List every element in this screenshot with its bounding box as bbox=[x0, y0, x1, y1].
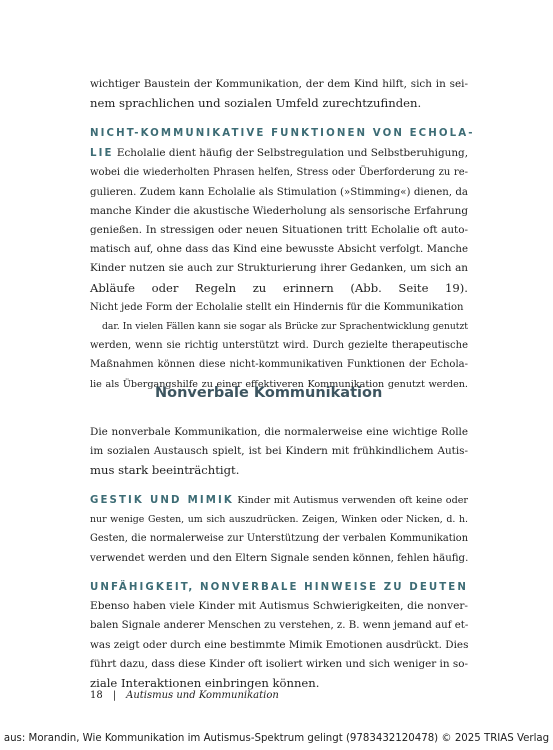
section-title: Nonverbale Kommunikation bbox=[155, 385, 383, 401]
text-line: Kinder nutzen sie auch zur Strukturierung ihrer Gedanken, um sich an bbox=[90, 262, 468, 275]
subheading: NICHT-KOMMUNIKATIVE FUNKTIONEN VON ECHOLA- bbox=[90, 128, 475, 139]
text-line: nur wenige Gesten, um sich auszudrücken. Zeigen, Winken oder Nicken, d. h. bbox=[90, 514, 468, 526]
text-line: werden, wenn sie richtig unterstützt wird. Durch gezielte therapeutische bbox=[90, 340, 468, 352]
text-line: Die nonverbale Kommunikation, die normalerweise eine wichtige Rolle bbox=[90, 426, 468, 438]
text-line: was zeigt oder durch eine bestimmte Mimik Emotionen ausdrückt. Dies bbox=[90, 638, 469, 651]
subheading: GESTIK UND MIMIK bbox=[90, 495, 234, 506]
text-line: Gesten, die normalerweise zur Unterstützung der verbalen Kommunikation bbox=[90, 533, 468, 545]
subheading-continued: LIE bbox=[90, 148, 114, 160]
text-line: führt dazu, dass diese Kinder oft isoliert wirken und sich weniger in so- bbox=[90, 657, 468, 670]
text-line: genießen. In stressigen oder neuen Situationen tritt Echolalie oft auto- bbox=[90, 224, 468, 237]
running-title: Autismus und Kommunikation bbox=[126, 690, 279, 701]
page-number: 18 bbox=[90, 690, 103, 701]
source-attribution: aus: Morandin, Wie Kommunikation im Autismus-Spektrum gelingt (9783432120478) © 2025 TRIAS Verlag bbox=[3, 733, 550, 744]
text-line: wobei die wiederholten Phrasen helfen, Stress oder Überforderung zu re- bbox=[90, 167, 468, 179]
text-line: Nicht jede Form der Echolalie stellt ein Hindernis für die Kommunikation bbox=[90, 301, 464, 313]
text-line: GESTIK UND MIMIK Kinder mit Autismus verwenden oft keine oder bbox=[90, 495, 468, 506]
paragraph-gestures bbox=[90, 491, 468, 568]
subheading: UNFÄHIGKEIT, NONVERBALE HINWEISE ZU DEUTEN bbox=[90, 582, 468, 593]
text-line: mus stark beeinträchtigt. bbox=[90, 463, 240, 478]
text-line: verwendet werden und den Eltern Signale senden können, fehlen häufig. bbox=[90, 552, 469, 564]
text-line: manche Kinder die akustische Wiederholung als sensorische Erfahrung bbox=[90, 204, 468, 217]
text-line: gulieren. Zudem kann Echolalie als Stimulation (»Stimming«) dienen, da bbox=[90, 186, 468, 198]
text-line bbox=[90, 577, 468, 597]
page-footer bbox=[90, 690, 279, 701]
footer-separator: | bbox=[112, 690, 117, 701]
paragraph-echolalia bbox=[90, 124, 475, 394]
paragraph-nonverbal bbox=[90, 423, 468, 481]
paragraph-cues bbox=[90, 577, 468, 693]
text-line: Maßnahmen können diese nicht-kommunikativen Funktionen der Echola- bbox=[90, 359, 468, 371]
text-line: ziale Interaktionen einbringen können. bbox=[90, 676, 320, 691]
text-line: balen Signale anderer Menschen zu verstehen, z. B. wenn jemand auf et- bbox=[90, 620, 469, 632]
text-line: wichtiger Baustein der Kommunikation, der dem Kind hilft, sich in sei- bbox=[90, 78, 468, 90]
text-line: lie als Übergangshilfe zu einer effektiveren Kommunikation genutzt werden. bbox=[90, 378, 468, 390]
text-line: LIE Echolalie dient häufig der Selbstregulation und Selbstberuhigung, bbox=[90, 147, 469, 160]
text-line: Abläufe oder Regeln zu erinnern (Abb. Seite 19). bbox=[90, 280, 468, 295]
text-line: matisch auf, ohne dass das Kind eine bewusste Absicht verfolgt. Manche bbox=[90, 244, 468, 256]
text-line: dar. In vielen Fällen kann sie sogar als Brücke zur Sprachentwicklung genutzt bbox=[102, 321, 468, 333]
paragraph-intro bbox=[90, 75, 468, 113]
text-line bbox=[90, 124, 475, 144]
text-line: im sozialen Austausch spielt, ist bei Kindern mit frühkindlichem Autis- bbox=[90, 445, 468, 458]
text-line: Ebenso haben viele Kinder mit Autismus Schwierigkeiten, die nonver- bbox=[90, 600, 468, 613]
text-line: nem sprachlichen und sozialen Umfeld zurechtzufinden. bbox=[90, 96, 422, 111]
